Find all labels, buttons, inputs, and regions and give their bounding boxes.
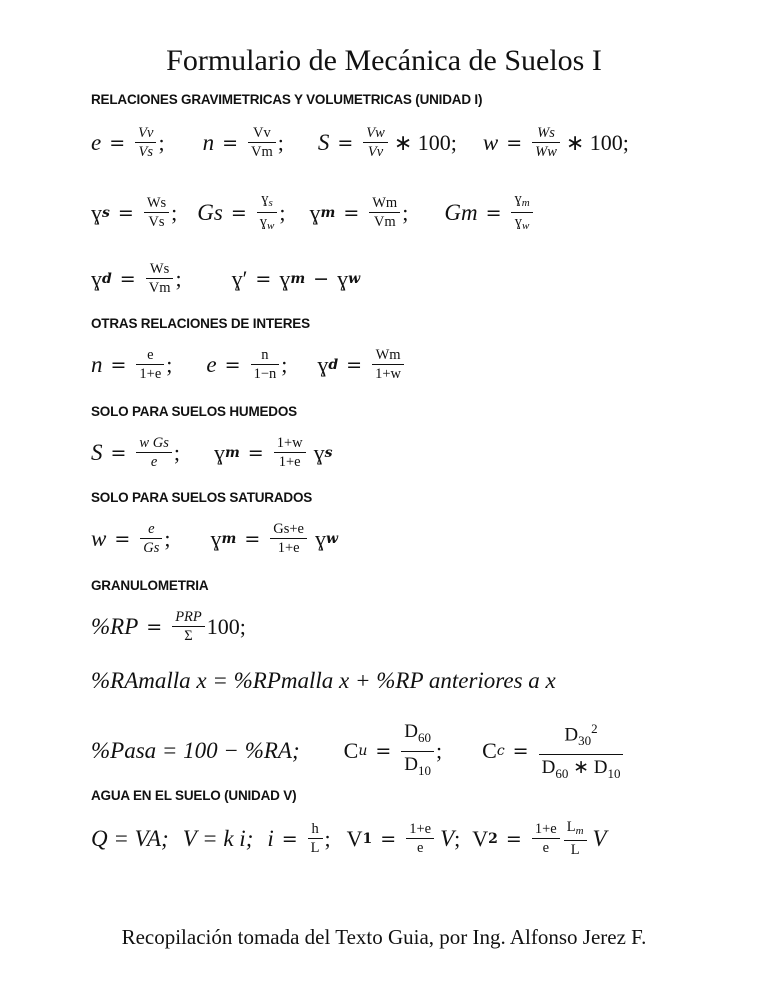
formula-line-4: n = $\frac{e}{1+e}$ ; e = $\frac{n}{1-n}$ ; ɣ d = $\frac{Wm}{1+w}$ [91, 346, 406, 383]
section-heading-other: OTRAS RELACIONES DE INTERES [91, 316, 310, 331]
fraction-wm-1w: $\frac{Wm}{1+w}$ [372, 346, 404, 383]
fraction-h-l: $\frac{h}{L}$ [308, 820, 323, 857]
section-heading-granulometry: GRANULOMETRIA [91, 578, 209, 593]
section-heading-humid: SOLO PARA SUELOS HUMEDOS [91, 404, 297, 419]
fraction-vw-vv: $\frac{Vw}{Vv}$ [363, 124, 388, 161]
formula-line-10: Q = VA; V = k i; i = $\frac{h}{L}$ ; V 1 = $\frac{1+e}{e}$ V ; V 2 = $\frac{1+e}{e}$ $\frac{L_m}{L}$ V [91, 819, 607, 858]
formula-line-8: %RAmalla x = %RPmalla x + %RP anteriores a x [91, 668, 556, 693]
fraction-ws-vm: $\frac{Ws}{Vm}$ [146, 260, 174, 297]
formula-line-3: ɣ d = $\frac{Ws}{Vm}$ ; ɣ ′ = ɣ m − ɣ w [91, 261, 361, 296]
fraction-ws-ww: $\frac{Ws}{Ww}$ [532, 124, 560, 161]
fraction-1e-e-2: $\frac{1+e}{e}$ [532, 820, 560, 857]
formula-line-7: %RP = $\frac{\text{PRP}}{\Sigma}$ 100; [91, 609, 246, 644]
fraction-lm-l: $\frac{L_m}{L}$ [564, 818, 587, 859]
var-e: e [91, 129, 102, 155]
formula-line-9: %Pasa = 100 − %RA; C u = $\frac{D_{60}}{D_{10}}$ ; C c = $\frac{D_{30}^2}{D_{60} ∗ D_{10}}$ [91, 716, 625, 787]
fraction-prp-sigma: $\frac{\text{PRP}}{\Sigma}$ [172, 608, 205, 645]
formula-line-5: S = $\frac{\text{w Gs}}{e}$ ; ɣ m = $\frac{1+w}{1+e}$ ɣ s [91, 435, 333, 470]
formula-line-6: w = $\frac{e}{Gs}$ ; ɣ m = $\frac{Gs+e}{1+e}$ ɣ w [91, 521, 339, 556]
fraction-vv-vm: $\frac{Vv}{Vm}$ [248, 124, 276, 161]
fraction-gs-gw: $\frac{ɣ_s}{ɣ_w}$ [257, 190, 278, 235]
fraction-gm-gw: $\frac{ɣ_m}{ɣ_w}$ [511, 190, 532, 235]
fraction-cc: $\frac{D_{30}^2}{D_{60} ∗ D_{10}}$ [539, 716, 624, 787]
document-title: Formulario de Mecánica de Suelos I [166, 44, 602, 77]
formula-line-1: e = $\frac{Vv}{Vs}$ ; n = $\frac{Vv}{Vm}$ ; S = $\frac{Vw}{Vv}$ ∗ 100; w = $\frac{Ws}{Ww}$ ∗ 100; [91, 125, 629, 160]
section-heading-water: AGUA EN EL SUELO (UNIDAD V) [91, 788, 297, 803]
fraction-n-1n: $\frac{n}{1-n}$ [251, 346, 280, 383]
fraction-wm-vm: $\frac{Wm}{Vm}$ [369, 194, 400, 231]
fraction-vv-vs: $\frac{Vv}{Vs}$ [135, 124, 156, 161]
fraction-d60-d10: $\frac{D_{60}}{D_{10}}$ [401, 719, 434, 784]
fraction-1w-1e: $\frac{1+w}{1+e}$ [274, 434, 306, 471]
fraction-ws-vs: $\frac{Ws}{Vs}$ [144, 194, 169, 231]
fraction-1e-e: $\frac{1+e}{e}$ [406, 820, 434, 857]
fraction-wgs-e: $\frac{\text{w Gs}}{e}$ [136, 434, 171, 471]
fraction-e-1e: $\frac{e}{1+e}$ [136, 346, 164, 383]
formula-line-2: ɣ s = $\frac{Ws}{Vs}$ ; Gs = $\frac{ɣ_s}{ɣ_w}$ ; ɣ m = $\frac{Wm}{Vm}$ ; Gm = $\frac{ɣ_m}{ɣ_w}$ [91, 190, 535, 235]
fraction-gse-1e: $\frac{Gs+e}{1+e}$ [270, 520, 307, 557]
section-heading-saturated: SOLO PARA SUELOS SATURADOS [91, 490, 313, 505]
fraction-e-gs: $\frac{e}{Gs}$ [140, 520, 162, 557]
section-heading-gravimetric: RELACIONES GRAVIMETRICAS Y VOLUMETRICAS (UNIDAD I) [91, 92, 483, 107]
footer-credit: Recopilación tomada del Texto Guia, por Ing. Alfonso Jerez F. [121, 925, 647, 949]
